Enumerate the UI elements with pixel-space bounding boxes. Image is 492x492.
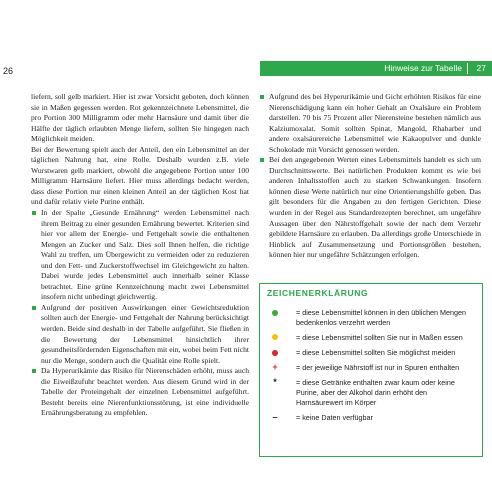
paragraph: Bei der Bewertung spielt auch der Anteil, den ein Lebensmittel an der täglichen Nahrung hat, eine Rolle. Deshalb wurden z.B. viele Wurstwaren gelb markiert, obwohl die angegebene Portion unter 100 Milligramm Harnsäure liefert. Hier muss allerdings bedacht werden, dass diese Portion nur einen kleinen Anteil an der täglichen Kost hat und dafür relativ viele Purine enthält. [31,144,249,207]
bullet-item: Aufgrund der positiven Auswirkungen einer Gewichtsreduktion sollten auch der Energie- und Fettgehalt der Nahrung berücksichtigt werden. Beide sind deshalb in der Tabelle aufgeführt. Sie fließen in die Bewertung der Lebensmittel hinsichtlich ihrer gesundheitsfördernden Eigenschaften mit ein, wobei beim Fett nicht nur die Menge, sondern auch die Qualität eine Rolle spielt. [31,303,249,366]
header-separator [467,63,468,74]
legend-text: = diese Lebensmittel sollten Sie nur in Maßen essen [296,332,463,342]
bullet-item: Da Hyperurikämie das Risiko für Nierenschäden erhöht, muss auch die Eiweißzufuhr beachtet werden. Aus diesem Grund wird in der Tabelle der Proteingehalt der einzelnen Lebensmittel aufgeführt. Besteht bereits eine Nierenfunktionsstörung, ist eine individuelle Ernährungsberatung zu empfehlen. [31,366,249,419]
legend-text: = diese Lebensmittel sollten Sie möglichst meiden [296,347,456,357]
bullet-item: Aufgrund des bei Hyperurikämie und Gicht erhöhten Risikos für eine Nierenschädigung kann ein hoher Gehalt an Oxalsäure ein Problem darstellen. 70 bis 75 Prozent aller Nierensteine bestehen nämlich aus Kalziumoxalat. Somit sollten Spinat, Mangold, Rhabarber und andere oxalsäurereiche Lebensmittel wie Kakaopulver und dunkle Schokolade mit Vorsicht genossen werden. [259,92,481,155]
red-dot-icon [269,348,281,358]
legend-row [268,348,474,358]
legend-text: = diese Lebensmittel können in den üblichen Mengen bedenkenlos verzehrt werden [296,308,467,327]
paragraph: liefern, soll gelb markiert. Hier ist zwar Vorsicht geboten, doch können sie in Maßen gegessen werden. Rot gekennzeichnete Lebensmittel, die pro Portion 300 Milligramm oder mehr Harnsäure und damit über die Hälfte der täglich erlaubten Menge liefern, sollten Sie hingegen nach Möglichkeit meiden. [31,92,249,144]
plus-icon: + [272,362,278,373]
legend-rows [268,308,474,428]
right-text-column [259,92,481,261]
left-text-column [31,92,249,419]
legend-text: = der jeweilige Nährstoff ist nur in Spuren enthalten [296,363,460,373]
page-number-right: 27 [476,63,486,73]
dash-icon: – [272,411,278,422]
legend-row [268,363,474,373]
asterisk-icon: * [273,377,277,388]
page-number-left: 26 [3,66,14,76]
running-header-title: Hinweise zur Tabelle [384,63,462,73]
legend-row [268,413,474,423]
legend-text: = diese Getränke enthalten zwar kaum oder keine Purine, aber der Alkohol darin erhöht den Harnsäurewert im Körper [296,378,455,407]
legend-title: ZEICHENERKLÄRUNG [267,288,369,298]
legend-box [259,283,483,457]
green-dot-icon [269,308,281,318]
legend-row [268,378,474,407]
legend-row [268,333,474,343]
legend-text: = keine Daten verfügbar [296,412,373,422]
legend-row [268,308,474,327]
yellow-dot-icon [269,333,281,343]
bullet-item: Bei den angegebenen Werten eines Lebensmittels handelt es sich um Durchschnittswerte. Bei natürlichen Produkten kommt es wie bei anderen Inhaltsstoffen auch zu starken Schwankungen. Insofern können diese Werte natürlich nur eine Orientierungshilfe geben. Das gilt besonders für die Angaben zu den fertigen Gerichten. Diese wurden in der Regel aus Standardrezepten berechnet, um ungefähre Aussagen über den Nährstoffgehalt sowie der nach dem Verzehr gebildete Harnsäure zu erlauben. Da allerdings große Unterschiede in Hinblick auf Zusammensetzung und Portionsgrößen bestehen, können hier nur ungefähre Schätzungen erfolgen. [259,155,481,260]
running-header-band [260,61,492,76]
bullet-item: In der Spalte „Gesunde Ernährung“ werden Lebensmittel nach ihrem Beitrag zu einer gesunden Ernährung bewertet. Kriterien sind hier vor allem der Energie- und Fettgehalt sowie die enthaltenen Mengen an Zucker und Salz. Dies soll Ihnen helfen, die richtige Wahl zu treffen, um Übergewicht zu vermeiden oder zu reduzieren und den Fett- und Zuckerstoffwechsel im Gleichgewicht zu halten. Dabei wurde jedes Lebensmittel auch innerhalb seiner Klasse betrachtet. Eine grüne Kennzeichnung macht zwei Lebensmittel insofern nicht unbedingt gleichwertig. [31,208,249,303]
